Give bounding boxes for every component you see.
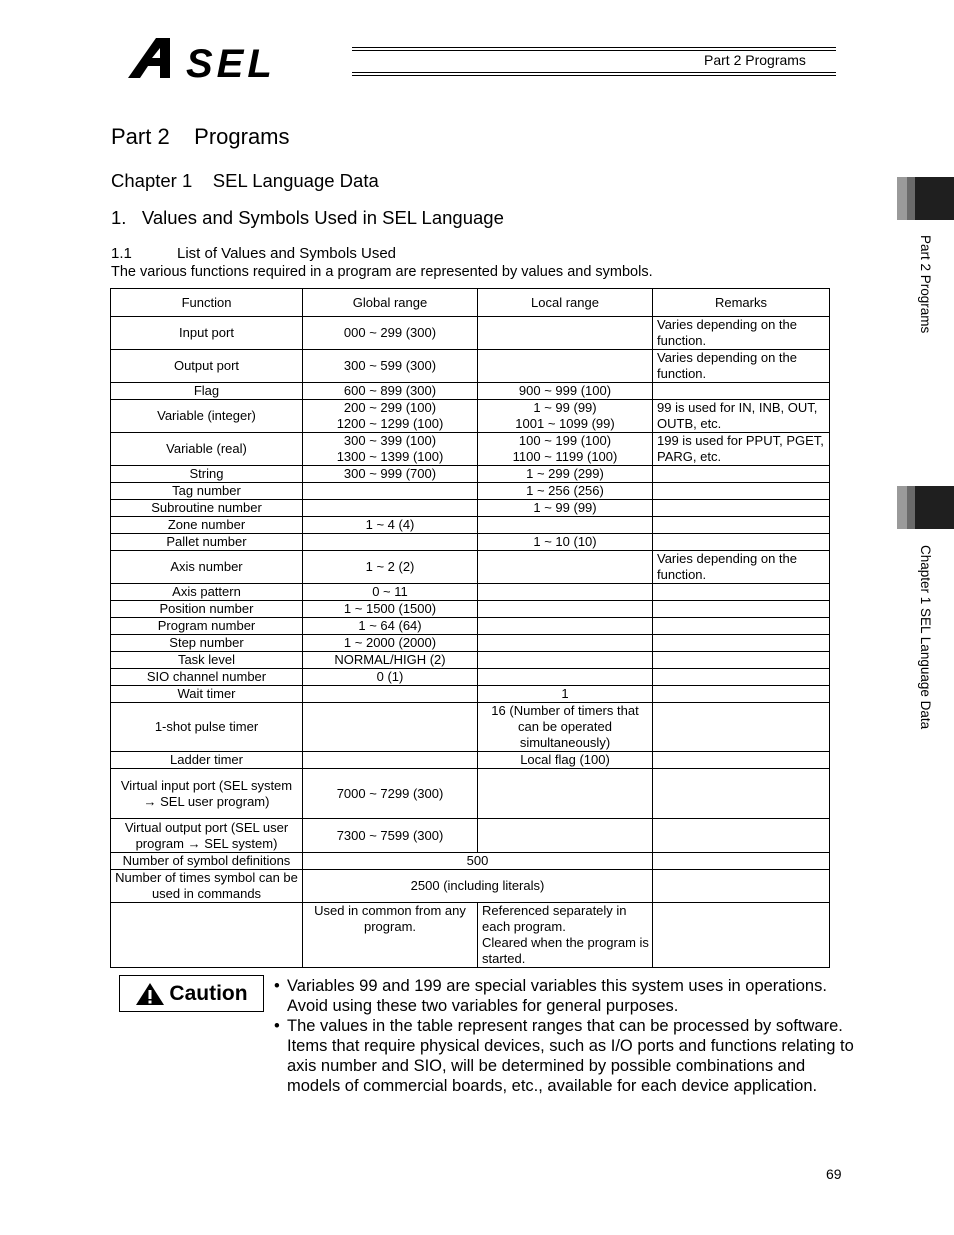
table-row	[111, 383, 830, 400]
cell-global: Used in common from any program.	[303, 903, 478, 968]
table-row	[111, 635, 830, 652]
cell-function: Flag	[111, 383, 303, 400]
cell-global	[303, 483, 478, 500]
cell-function: Virtual output port (SEL user program → SEL system)	[111, 819, 303, 853]
table-row	[111, 317, 830, 350]
table-row	[111, 703, 830, 752]
cell-function: Position number	[111, 601, 303, 618]
cell-remarks: Varies depending on the function.	[653, 317, 830, 350]
header-rule-top2	[352, 50, 836, 51]
cell-function: Number of times symbol can be used in commands	[111, 870, 303, 903]
cell-local	[478, 517, 653, 534]
cell-remarks	[653, 383, 830, 400]
side-label-chapter: Chapter 1 SEL Language Data	[918, 545, 933, 730]
bullet-dot: •	[274, 1017, 280, 1035]
cell-remarks	[653, 466, 830, 483]
asel-logo	[126, 36, 348, 80]
cell-global	[303, 534, 478, 551]
cell-function: Axis number	[111, 551, 303, 584]
table-row	[111, 517, 830, 534]
cell-remarks	[653, 819, 830, 853]
table-row	[111, 752, 830, 769]
cell-local	[478, 618, 653, 635]
cell-function: Wait timer	[111, 686, 303, 703]
cell-local: 1 ~ 99 (99) 1001 ~ 1099 (99)	[478, 400, 653, 433]
cell-global: 600 ~ 899 (300)	[303, 383, 478, 400]
cell-local: Referenced separately in each program. Cleared when the program is started.	[478, 903, 653, 968]
col-header-global: Global range	[303, 289, 478, 317]
cell-function: Subroutine number	[111, 500, 303, 517]
cell-function: Number of symbol definitions	[111, 853, 303, 870]
cell-global	[303, 752, 478, 769]
col-header-remarks: Remarks	[653, 289, 830, 317]
cell-local	[478, 635, 653, 652]
cell-local: 1	[478, 686, 653, 703]
cell-local: 1 ~ 99 (99)	[478, 500, 653, 517]
cell-function: Variable (real)	[111, 433, 303, 466]
cell-global	[303, 500, 478, 517]
cell-remarks: Varies depending on the function.	[653, 551, 830, 584]
table-row	[111, 350, 830, 383]
subsection-text: List of Values and Symbols Used	[177, 245, 397, 262]
cell-local	[478, 584, 653, 601]
intro-text: The various functions required in a program are represented by values and symbols.	[111, 264, 653, 280]
table-row	[111, 483, 830, 500]
cell-remarks	[653, 534, 830, 551]
table-row	[111, 400, 830, 433]
bullet-text: The values in the table represent ranges that can be processed by software. Items that require physical devices, such as I/O ports and functions relating to axis number and SIO, will be determined by possible combinations and models of commercial boards, etc., available for each device application.	[287, 1017, 854, 1095]
svg-text:SEL: SEL	[186, 42, 276, 80]
table-row	[111, 853, 830, 870]
header-rule-bottom2	[352, 75, 836, 76]
bullet-dot: •	[274, 977, 280, 995]
table-row	[111, 433, 830, 466]
table-row	[111, 601, 830, 618]
cell-function: Output port	[111, 350, 303, 383]
cell-global: NORMAL/HIGH (2)	[303, 652, 478, 669]
cell-local	[478, 551, 653, 584]
cell-global-local: 2500 (including literals)	[303, 870, 653, 903]
section-title: 1. Values and Symbols Used in SEL Language	[111, 207, 504, 228]
table-body	[111, 317, 830, 968]
cell-remarks	[653, 618, 830, 635]
cell-local: 1 ~ 10 (10)	[478, 534, 653, 551]
side-tab-chapter	[897, 486, 954, 529]
cell-function: Virtual input port (SEL system → SEL user program)	[111, 769, 303, 819]
cell-remarks	[653, 584, 830, 601]
table-row	[111, 686, 830, 703]
cell-function: Zone number	[111, 517, 303, 534]
cell-function: Axis pattern	[111, 584, 303, 601]
cell-remarks: 199 is used for PPUT, PGET, PARG, etc.	[653, 433, 830, 466]
cell-remarks	[653, 853, 830, 870]
cell-function: Tag number	[111, 483, 303, 500]
cell-remarks	[653, 703, 830, 752]
cell-remarks	[653, 903, 830, 968]
cell-global: 7300 ~ 7599 (300)	[303, 819, 478, 853]
table-row	[111, 769, 830, 819]
cell-function: Task level	[111, 652, 303, 669]
values-symbols-table	[110, 288, 830, 968]
cell-function: Program number	[111, 618, 303, 635]
cell-function: Ladder timer	[111, 752, 303, 769]
cell-remarks	[653, 669, 830, 686]
table-row	[111, 551, 830, 584]
cell-global: 000 ~ 299 (300)	[303, 317, 478, 350]
header-rule-top	[352, 47, 836, 48]
cell-local: 1 ~ 299 (299)	[478, 466, 653, 483]
cell-local	[478, 350, 653, 383]
cell-local: 1 ~ 256 (256)	[478, 483, 653, 500]
cell-remarks	[653, 870, 830, 903]
caution-label: Caution	[169, 981, 248, 1005]
cell-local: 16 (Number of timers that can be operated simultaneously)	[478, 703, 653, 752]
cell-local: 900 ~ 999 (100)	[478, 383, 653, 400]
cell-global: 1 ~ 2 (2)	[303, 551, 478, 584]
cell-local: 100 ~ 199 (100) 1100 ~ 1199 (100)	[478, 433, 653, 466]
cell-remarks	[653, 500, 830, 517]
col-header-function: Function	[111, 289, 303, 317]
cell-remarks	[653, 517, 830, 534]
page-number: 69	[826, 1166, 842, 1182]
header-rule-bottom	[352, 72, 836, 73]
cell-global: 1 ~ 1500 (1500)	[303, 601, 478, 618]
asel-logo-graphic	[126, 36, 348, 80]
cell-function: Variable (integer)	[111, 400, 303, 433]
cell-function: Pallet number	[111, 534, 303, 551]
cell-local	[478, 601, 653, 618]
side-label-part: Part 2 Programs	[918, 235, 933, 334]
cell-function	[111, 903, 303, 968]
cell-global: 200 ~ 299 (100) 1200 ~ 1299 (100)	[303, 400, 478, 433]
col-header-local: Local range	[478, 289, 653, 317]
list-item	[274, 976, 854, 1016]
cell-global: 300 ~ 599 (300)	[303, 350, 478, 383]
cell-remarks: Varies depending on the function.	[653, 350, 830, 383]
table-row	[111, 903, 830, 968]
cell-function: Input port	[111, 317, 303, 350]
cell-global: 7000 ~ 7299 (300)	[303, 769, 478, 819]
warning-triangle-icon	[135, 982, 165, 1006]
cell-remarks	[653, 601, 830, 618]
cell-global-local: 500	[303, 853, 653, 870]
cell-remarks	[653, 483, 830, 500]
cell-function: Step number	[111, 635, 303, 652]
cell-global	[303, 703, 478, 752]
cell-remarks: 99 is used for IN, INB, OUT, OUTB, etc.	[653, 400, 830, 433]
cell-global: 1 ~ 4 (4)	[303, 517, 478, 534]
chapter-title: Chapter 1 SEL Language Data	[111, 170, 379, 191]
cell-remarks	[653, 686, 830, 703]
cell-local	[478, 769, 653, 819]
running-title: Part 2 Programs	[704, 52, 806, 68]
table-row	[111, 618, 830, 635]
caution-bullets	[274, 976, 854, 1096]
cell-global: 300 ~ 999 (700)	[303, 466, 478, 483]
table-row	[111, 500, 830, 517]
table-row	[111, 652, 830, 669]
part-title: Part 2 Programs	[111, 124, 290, 149]
subsection-title	[111, 245, 396, 262]
cell-global: 0 ~ 11	[303, 584, 478, 601]
cell-global: 0 (1)	[303, 669, 478, 686]
cell-local	[478, 669, 653, 686]
cell-global: 1 ~ 2000 (2000)	[303, 635, 478, 652]
cell-function: 1-shot pulse timer	[111, 703, 303, 752]
cell-local: Local flag (100)	[478, 752, 653, 769]
table-row	[111, 870, 830, 903]
side-tab-part	[897, 177, 954, 220]
cell-remarks	[653, 652, 830, 669]
cell-local	[478, 819, 653, 853]
caution-box	[119, 975, 264, 1012]
cell-local	[478, 317, 653, 350]
cell-remarks	[653, 769, 830, 819]
cell-global: 300 ~ 399 (100) 1300 ~ 1399 (100)	[303, 433, 478, 466]
cell-local	[478, 652, 653, 669]
cell-global	[303, 686, 478, 703]
cell-remarks	[653, 635, 830, 652]
cell-function: String	[111, 466, 303, 483]
table-row	[111, 819, 830, 853]
table-header-row	[111, 289, 830, 317]
table-row	[111, 534, 830, 551]
cell-remarks	[653, 752, 830, 769]
cell-function: SIO channel number	[111, 669, 303, 686]
bullet-text: Variables 99 and 199 are special variables this system uses in operations. Avoid using these two variables for general purposes.	[287, 977, 827, 1015]
list-item	[274, 1016, 854, 1096]
cell-global: 1 ~ 64 (64)	[303, 618, 478, 635]
table-row	[111, 466, 830, 483]
subsection-number: 1.1	[111, 245, 132, 262]
table-row	[111, 584, 830, 601]
table-row	[111, 669, 830, 686]
